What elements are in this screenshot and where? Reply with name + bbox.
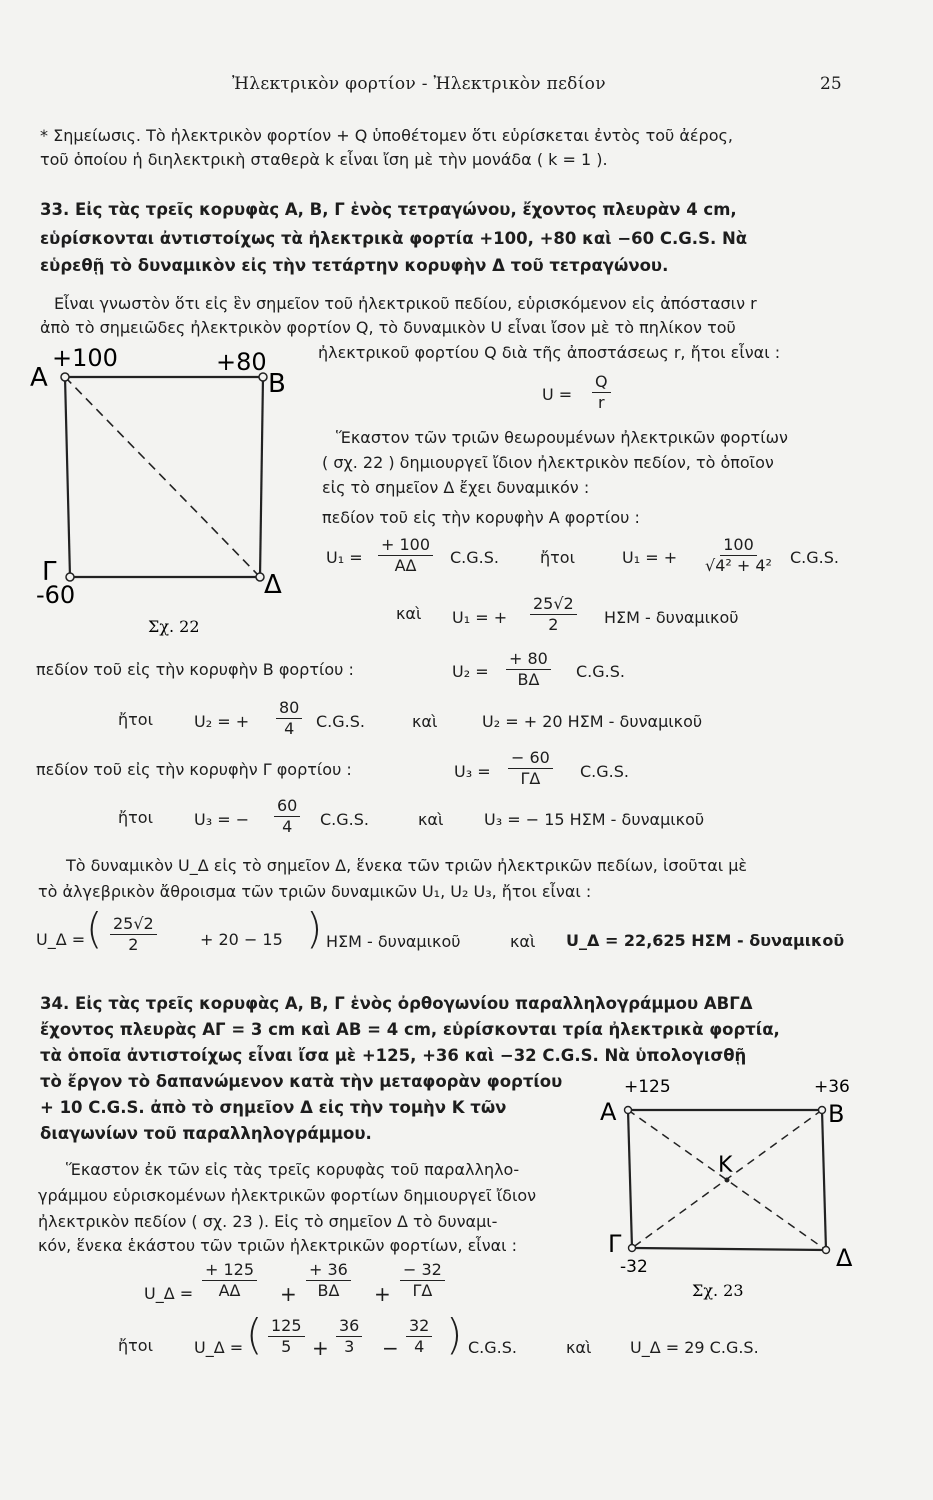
eq-u2b-unit: C.G.S. bbox=[316, 712, 365, 731]
figure-23-caption: Σχ. 23 bbox=[692, 1281, 744, 1300]
intersection-point-K bbox=[725, 1178, 730, 1183]
eq34a-frac2: + 36 ΒΔ bbox=[306, 1260, 351, 1301]
eq34a-plus2: + bbox=[374, 1282, 391, 1306]
paragraph-line: ἀπὸ τὸ σημειῶδες ἠλεκτρικὸν φορτίον Q, τὸ δυναμικὸν U εἶναι ἴσον μὲ τὸ πηλίκον τοῦ bbox=[40, 318, 736, 337]
note-line: τοῦ ὁποίου ἡ διηλεκτρικὴ σταθερὰ k εἶναι ἴση μὲ τὴν μονάδα ( k = 1 ). bbox=[40, 150, 608, 169]
eq-u3-fraction: − 60 ΓΔ bbox=[508, 748, 553, 789]
eq34b-itoi: ἤτοι bbox=[118, 1336, 153, 1355]
eq-u1-unit2: C.G.S. bbox=[790, 548, 839, 567]
eq34a-lhs: U_Δ = bbox=[144, 1284, 194, 1303]
eq-u3b-kai: καὶ bbox=[418, 810, 444, 829]
point-K-label: Κ bbox=[718, 1153, 733, 1178]
eq-u2b-kai: καὶ bbox=[412, 712, 438, 731]
eq-u3b-lhs: U₃ = − bbox=[194, 810, 250, 829]
right-paren: ) bbox=[446, 1310, 463, 1359]
vertex-G-label: Γ bbox=[42, 557, 57, 587]
eq34a-frac3: − 32 ΓΔ bbox=[400, 1260, 445, 1301]
page-number: 25 bbox=[820, 74, 842, 94]
vertex-A-label: Α bbox=[30, 363, 48, 393]
eq34a-frac1: + 125 ΑΔ bbox=[202, 1260, 257, 1301]
eq34b-frac2: 36 3 bbox=[336, 1316, 362, 1357]
eq-u2b-lhs: U₂ = + bbox=[194, 712, 250, 731]
paragraph-line: τὸ ἀλγεβρικὸν ἄθροισμα τῶν τριῶν δυναμικῶν U₁, U₂ U₃, ἤτοι εἶναι : bbox=[38, 882, 592, 901]
figure-23 bbox=[598, 1072, 888, 1312]
eq-u3-unit: C.G.S. bbox=[580, 762, 629, 781]
paragraph-line: ἠλεκτρικοῦ φορτίου Q διὰ τῆς ἀποστάσεως r, ἤτοι εἶναι : bbox=[318, 343, 781, 362]
diagonal-a-d bbox=[65, 377, 260, 577]
eq-u3b-fraction: 60 4 bbox=[274, 796, 300, 837]
eq34b-minus: − bbox=[382, 1336, 399, 1360]
problem-34-statement: τὸ ἔργον τὸ δαπανώμενον κατὰ τὴν μεταφορὰν φορτίου bbox=[40, 1072, 563, 1091]
eq-u1-fraction2: 100 √4² + 4² bbox=[705, 535, 772, 575]
eq-u1-lhs: U₁ = bbox=[326, 548, 363, 567]
paragraph-line: Ἕκαστον ἐκ τῶν εἰς τὰς τρεῖς κορυφὰς τοῦ παραλληλο- bbox=[66, 1160, 520, 1179]
eq-u3b-result: U₃ = − 15 ΗΣΜ - δυναμικοῦ bbox=[484, 810, 705, 829]
eq34b-kai: καὶ bbox=[566, 1338, 592, 1357]
final-fraction: 25√2 2 bbox=[110, 914, 157, 955]
eq-u1-itoi: ἤτοι bbox=[540, 548, 575, 567]
eq34b-lhs: U_Δ = bbox=[194, 1338, 244, 1357]
problem-33-statement: εὑρεθῇ τὸ δυναμικὸν εἰς τὴν τετάρτην κορυφὴν Δ τοῦ τετραγώνου. bbox=[40, 256, 669, 275]
right-paren: ) bbox=[306, 904, 323, 953]
eq-u1b-lhs: U₁ = + bbox=[452, 608, 508, 627]
charge-G-label: -32 bbox=[620, 1257, 648, 1277]
eq-u1-lhs2: U₁ = + bbox=[622, 548, 678, 567]
formula-lhs: U = bbox=[542, 385, 573, 404]
eq34b-frac3: 32 4 bbox=[406, 1316, 432, 1357]
eq-u2-unit: C.G.S. bbox=[576, 662, 625, 681]
charge-G-label: -60 bbox=[36, 581, 76, 609]
note-line: * Σημείωσις. Τὸ ἠλεκτρικὸν φορτίον + Q ὑποθέτομεν ὅτι εὑρίσκεται ἐντὸς τοῦ ἀέρος, bbox=[40, 126, 733, 145]
paragraph-line: ( σχ. 22 ) δημιουργεῖ ἴδιον ἠλεκτρικὸν πεδίον, τὸ ὁποῖον bbox=[322, 453, 774, 472]
vertex-D-label: Δ bbox=[836, 1244, 853, 1272]
problem-34-statement: διαγωνίων τοῦ παραλληλογράμμου. bbox=[40, 1124, 372, 1143]
problem-34-statement: ἔχοντος πλευρὰς ΑΓ = 3 cm καὶ ΑΒ = 4 cm, εὑρίσκονται τρία ἠλεκτρικὰ φορτία, bbox=[40, 1020, 780, 1039]
vertex-A-label: Α bbox=[600, 1098, 617, 1126]
eq-u2b-result: U₂ = + 20 ΗΣΜ - δυναμικοῦ bbox=[482, 712, 703, 731]
final-kai: καὶ bbox=[510, 932, 536, 951]
eq-u1b-kai: καὶ bbox=[396, 604, 422, 623]
eq34b-answer: U_Δ = 29 C.G.S. bbox=[630, 1338, 759, 1357]
final-rest: + 20 − 15 bbox=[200, 930, 283, 949]
paragraph-line: Τὸ δυναμικὸν U_Δ εἰς τὸ σημεῖον Δ, ἕνεκα τῶν τριῶν ἠλεκτρικῶν πεδίων, ἰσοῦται μὲ bbox=[66, 856, 748, 875]
problem-34-statement: 34. Εἰς τὰς τρεῖς κορυφὰς Α, Β, Γ ἑνὸς ὀρθογωνίου παραλληλογράμμου ΑΒΓΔ bbox=[40, 994, 753, 1013]
eq34a-plus1: + bbox=[280, 1282, 297, 1306]
final-lhs: U_Δ = bbox=[36, 930, 86, 949]
eq-u2b-fraction: 80 4 bbox=[276, 698, 302, 739]
eq-u1-unit: C.G.S. bbox=[450, 548, 499, 567]
final-answer: U_Δ = 22,625 ΗΣΜ - δυναμικοῦ bbox=[566, 931, 845, 950]
charge-B-label: +80 bbox=[216, 348, 267, 376]
eq-u2b-itoi: ἤτοι bbox=[118, 710, 153, 729]
eq-u3b-itoi: ἤτοι bbox=[118, 808, 153, 827]
eq-u3b-unit: C.G.S. bbox=[320, 810, 369, 829]
paragraph-line: Εἶναι γνωστὸν ὅτι εἰς ἓν σημεῖον τοῦ ἠλεκτρικοῦ πεδίου, εὑρισκόμενον εἰς ἀπόστασιν r bbox=[54, 294, 757, 313]
figure-22-caption: Σχ. 22 bbox=[148, 617, 200, 636]
vertex-G-label: Γ bbox=[608, 1230, 622, 1258]
final-unit: ΗΣΜ - δυναμικοῦ bbox=[326, 932, 461, 951]
eq34b-plus: + bbox=[312, 1336, 329, 1360]
eq-u2-fraction: + 80 ΒΔ bbox=[506, 649, 551, 690]
problem-34-statement: + 10 C.G.S. ἀπὸ τὸ σημεῖον Δ εἰς τὴν τομὴν Κ τῶν bbox=[40, 1098, 507, 1117]
charge-A-label: +125 bbox=[624, 1077, 671, 1097]
eq-u1b-fraction: 25√2 2 bbox=[530, 594, 577, 635]
eq34b-frac1: 125 5 bbox=[268, 1316, 305, 1357]
vertex-B-label: Β bbox=[828, 1100, 845, 1128]
running-header: Ἠλεκτρικὸν φορτίον - Ἠλεκτρικὸν πεδίον bbox=[232, 74, 606, 94]
left-paren: ( bbox=[86, 904, 103, 953]
formula-fraction: Q r bbox=[592, 372, 611, 413]
paragraph-line: κόν, ἕνεκα ἑκάστου τῶν τριῶν ἠλεκτρικῶν φορτίων, εἶναι : bbox=[38, 1236, 518, 1255]
eq-u1-fraction: + 100 ΑΔ bbox=[378, 535, 433, 576]
paragraph-line: ἠλεκτρικὸν πεδίον ( σχ. 23 ). Εἰς τὸ σημεῖον Δ τὸ δυναμι- bbox=[38, 1212, 498, 1231]
paragraph-line: εἰς τὸ σημεῖον Δ ἔχει δυναμικόν : bbox=[322, 478, 590, 497]
charge-A-label: +100 bbox=[52, 344, 118, 372]
problem-33-statement: εὑρίσκονται ἀντιστοίχως τὰ ἠλεκτρικὰ φορτία +100, +80 καὶ −60 C.G.S. Νὰ bbox=[40, 229, 748, 248]
figure-22 bbox=[28, 340, 308, 650]
vertex-D-label: Δ bbox=[264, 570, 282, 600]
left-paren: ( bbox=[246, 1310, 263, 1359]
paragraph-line: γράμμου εὑρισκομένων ἠλεκτρικῶν φορτίων δημιουργεῖ ἴδιον bbox=[38, 1186, 537, 1205]
eq34b-unit: C.G.S. bbox=[468, 1338, 517, 1357]
problem-34-statement: τὰ ὁποῖα ἀντιστοίχως εἶναι ἴσα μὲ +125, +36 καὶ −32 C.G.S. Νὰ ὑπολογισθῇ bbox=[40, 1046, 747, 1065]
paragraph-line: πεδίον τοῦ εἰς τὴν κορυφὴν Γ φορτίου : bbox=[36, 760, 352, 779]
charge-B-label: +36 bbox=[814, 1077, 850, 1097]
problem-33-statement: 33. Εἰς τὰς τρεῖς κορυφὰς Α, Β, Γ ἑνὸς τετραγώνου, ἔχοντος πλευρὰν 4 cm, bbox=[40, 200, 737, 219]
vertex-B-label: Β bbox=[268, 369, 286, 399]
paragraph-line: πεδίον τοῦ εἰς τὴν κορυφὴν Β φορτίου : bbox=[36, 660, 354, 679]
eq-u2-lhs: U₂ = bbox=[452, 662, 489, 681]
paragraph-line: Ἕκαστον τῶν τριῶν θεωρουμένων ἠλεκτρικῶν φορτίων bbox=[336, 428, 788, 447]
eq-u3-lhs: U₃ = bbox=[454, 762, 491, 781]
paragraph-line: πεδίον τοῦ εἰς τὴν κορυφὴν Α φορτίου : bbox=[322, 508, 640, 527]
eq-u1b-unit: ΗΣΜ - δυναμικοῦ bbox=[604, 608, 739, 627]
